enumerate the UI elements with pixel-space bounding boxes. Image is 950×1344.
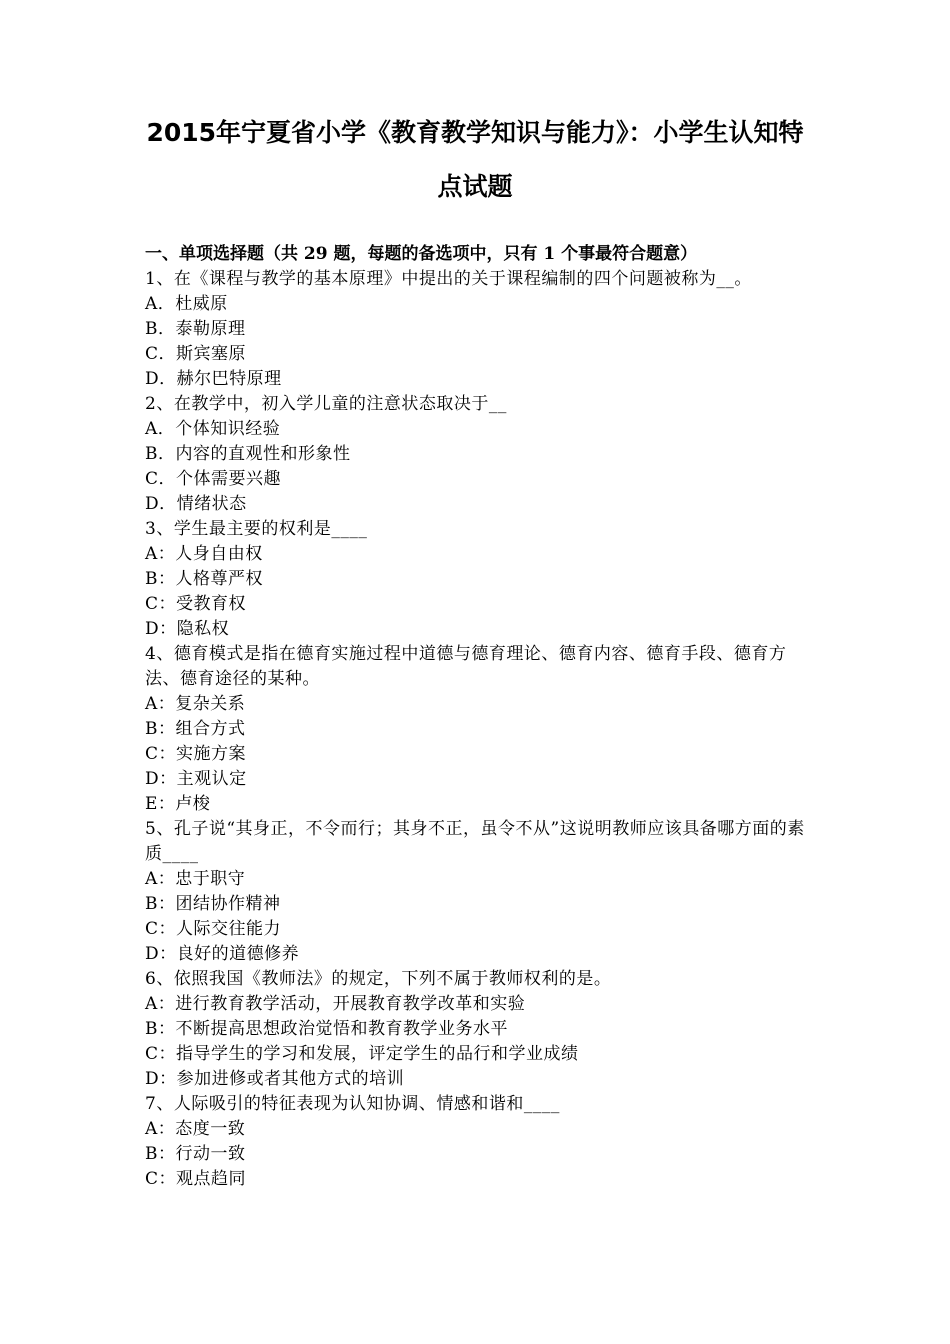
question-option: B：人格尊严权 [145, 569, 263, 589]
question-option: C．斯宾塞原 [145, 344, 247, 364]
question-option: C：观点趋同 [145, 1169, 247, 1189]
question-stem: 7、人际吸引的特征表现为认知协调、情感和谐和____ [145, 1094, 560, 1114]
question-option: C：实施方案 [145, 744, 247, 764]
question-stem: 1、在《课程与教学的基本原理》中提出的关于课程编制的四个问题被称为__。 [145, 269, 752, 289]
question-option: D：良好的道德修养 [145, 944, 300, 964]
question-4 [145, 642, 815, 817]
question-option: B：不断提高思想政治觉悟和教育教学业务水平 [145, 1019, 508, 1039]
question-option: D：隐私权 [145, 619, 230, 639]
question-option: C：人际交往能力 [145, 919, 282, 939]
question-option: C．个体需要兴趣 [145, 469, 282, 489]
question-option: A：进行教育教学活动，开展教育教学改革和实验 [145, 994, 526, 1014]
question-option: A．个体知识经验 [145, 419, 281, 439]
question-option: B：组合方式 [145, 719, 246, 739]
question-stem: 3、学生最主要的权利是____ [145, 519, 368, 539]
question-option: A：忠于职守 [145, 869, 246, 889]
section-heading: 一、单项选择题（共 29 题，每题的备选项中，只有 1 个事最符合题意） [145, 244, 698, 264]
question-option: B：团结协作精神 [145, 894, 281, 914]
question-option: A：人身自由权 [145, 544, 263, 564]
question-option: D．赫尔巴特原理 [145, 369, 282, 389]
question-option: A：复杂关系 [145, 694, 246, 714]
question-option: B：行动一致 [145, 1144, 246, 1164]
question-option: E：卢梭 [145, 794, 211, 814]
question-option: A：态度一致 [145, 1119, 246, 1139]
question-2 [145, 392, 815, 517]
question-5 [145, 817, 815, 967]
question-option: D：参加进修或者其他方式的培训 [145, 1069, 405, 1089]
question-stem: 4、德育模式是指在德育实施过程中道德与德育理论、德育内容、德育手段、德育方法、德育途径的某种。 [145, 644, 787, 689]
question-option: D：主观认定 [145, 769, 247, 789]
document-title-line-1: 2015年宁夏省小学《教育教学知识与能力》：小学生认知特 [146, 118, 804, 147]
question-option: A．杜威原 [145, 294, 228, 314]
question-6 [145, 967, 815, 1092]
question-stem: 6、依照我国《教师法》的规定，下列不属于教师权利的是。 [145, 969, 612, 989]
question-option: B．泰勒原理 [145, 319, 246, 339]
question-option: B．内容的直观性和形象性 [145, 444, 351, 464]
document-title-line-2: 点试题 [437, 172, 513, 201]
question-stem: 2、在教学中，初入学儿童的注意状态取决于__ [145, 394, 507, 414]
question-stem: 5、孔子说“其身正，不令而行；其身不正，虽令不从”这说明教师应该具备哪方面的素质____ [145, 819, 805, 864]
question-1 [145, 267, 815, 392]
question-option: C：指导学生的学习和发展，评定学生的品行和学业成绩 [145, 1044, 579, 1064]
question-option: D．情绪状态 [145, 494, 247, 514]
question-3 [145, 517, 815, 642]
document-body [145, 242, 815, 1192]
question-option: C：受教育权 [145, 594, 247, 614]
question-7 [145, 1092, 815, 1192]
